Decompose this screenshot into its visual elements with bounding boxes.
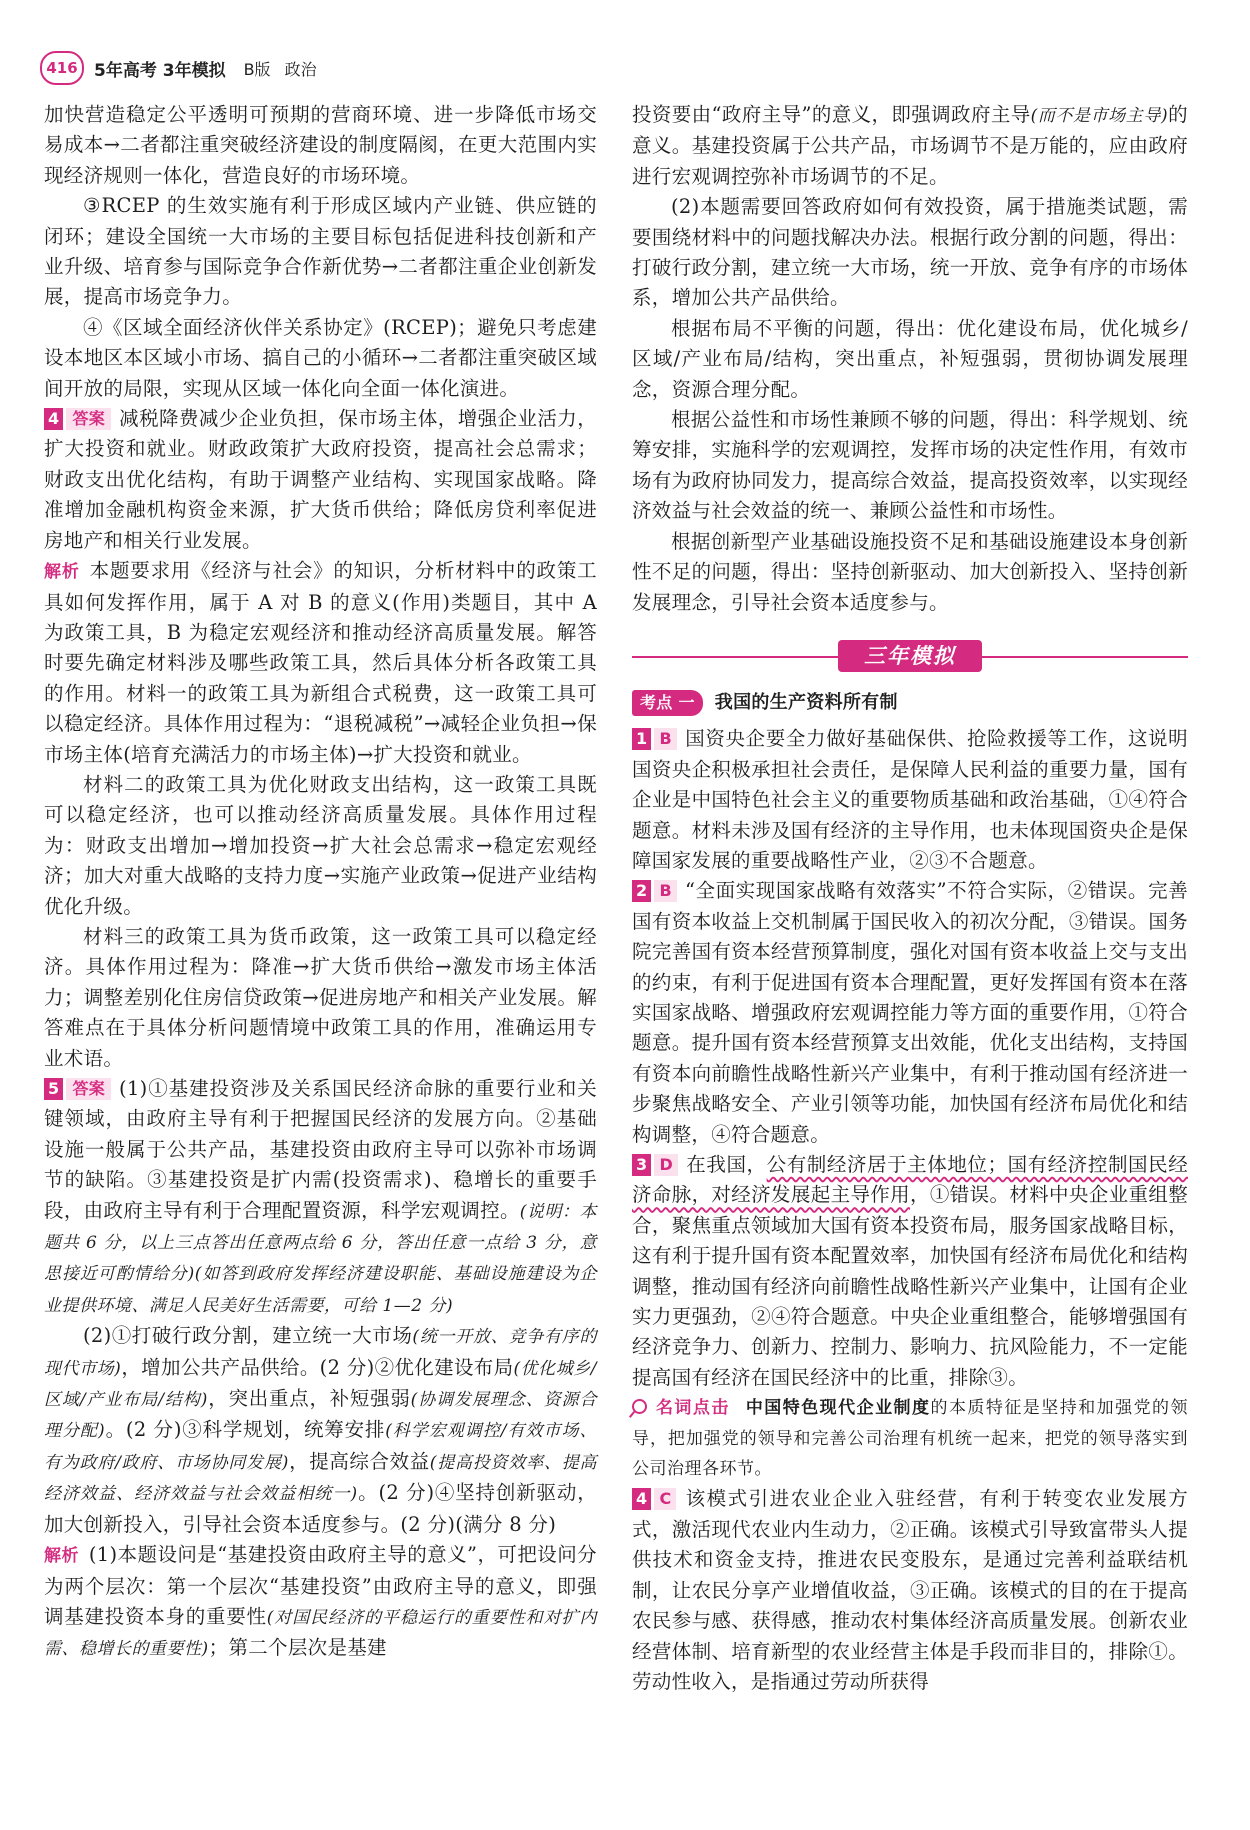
- question-number: 1: [632, 728, 651, 750]
- answer-note: (提高投资效率、提高经济效益、经济效益与社会效益相统一): [44, 1452, 597, 1505]
- question-number: 4: [44, 408, 63, 430]
- analysis-text: 本题要求用《经济与社会》的知识，分析材料中的政策工具如何发挥作用，属于 A 对 B 的意义(作用)类题目，其中 A 为政策工具，B 为稳定宏观经济和推动经济高质量发展。解答时要先确定材料涉及哪些政策工具，然后具体分析各政策工具的作用。材料一的政策工具为新组合式税费，这一政策工具可以稳定经济。具体作用过程为：“退税减税”→减轻企业负担→保市场主体(培育充满活力的市场主体)→扩大投资和就业。: [44, 559, 597, 766]
- paragraph: [632, 100, 1188, 192]
- solution-text: “全面实现国家战略有效落实”不符合实际，②错误。完善国有资本收益上交机制属于国民收入的初次分配，③错误。国务院完善国有资本经营预算制度，强化对国有资本收益上交与支出的约束，有利于促进国有资本合理配置，更好发挥国有资本在落实国家战略、增强政府宏观调控能力等方面的重要作用，①符合题意。提升国有资本经营预算支出效能，优化支出结构，支持国有资本向前瞻性战略性新兴产业集中，有利于推动国有经济进一步聚焦战略安全、产业引领等功能，加快国有经济布局优化和结构调整，④符合题意。: [632, 879, 1188, 1146]
- answer-text: 减税降费减少企业负担，保市场主体，增强企业活力，扩大投资和就业。财政政策扩大政府投资，提高社会总需求；财政支出优化结构，有助于调整产业结构、实现国家战略。降准增加金融机构资金来源，扩大货币供给；降低房贷利率促进房地产和相关行业发展。: [44, 407, 597, 552]
- q1-solution: [632, 724, 1188, 876]
- answer-text: (1)①基建投资涉及关系国民经济命脉的重要行业和关键领域，由政府主导有利于把握国民经济的发展方向。②基础设施一般属于公共产品，基建投资由政府主导可以弥补市场调节的缺陷。③基建投资是扩内需(投资需求)、稳增长的重要手段，由政府主导有利于合理配置资源，科学宏观调控。: [44, 1077, 597, 1222]
- score-note: (说明：本题共 6 分，以上三点答出任意两点给 6 分，答出任意一点给 3 分，意思接近可酌情给分)(如答到政府发挥经济建设职能、基础设施建设为企业提供环境、满足人民美好生活需要，可给 1—2 分): [44, 1201, 597, 1316]
- q4-analysis: [44, 556, 597, 770]
- kaodian-label: 考点: [640, 693, 673, 713]
- answer-text: ，增加公共产品供给。(2 分)②优化建设布局: [121, 1355, 514, 1379]
- book-title: 5年高考 3年模拟: [94, 60, 226, 81]
- answer-choice: B: [654, 728, 677, 750]
- glossary-term: 中国特色现代企业制度: [745, 1398, 931, 1419]
- answer-choice: B: [654, 880, 677, 902]
- q3-solution: [632, 1150, 1188, 1393]
- glossary-text: 的本质特征是坚持和加强党的领导，把加强党的领导和完善公司治理有机统一起来，把党的领导落实到公司治理各环节。: [632, 1398, 1189, 1480]
- kaodian-heading: [632, 688, 1188, 718]
- question-number: 2: [632, 880, 651, 902]
- analysis-note: (对国民经济的平稳运行的重要性和对扩内需、稳增长的重要性): [44, 1607, 597, 1660]
- answer-text: 。(2 分)④坚持创新驱动，加大创新投入，引导社会资本适度参与。(2 分)(满分 8 分): [44, 1481, 597, 1536]
- q4-solution: [632, 1484, 1188, 1697]
- page-header: [40, 48, 317, 88]
- question-number: 3: [632, 1154, 651, 1176]
- answer-choice: D: [654, 1154, 678, 1176]
- book-edition: B版: [243, 59, 271, 79]
- note: (而不是市场主导): [1030, 106, 1169, 126]
- paragraph: (2)本题需要回答政府如何有效投资，属于措施类试题，需要围绕材料中的问题找解决办法。根据行政分割的问题，得出：打破行政分割，建立统一大市场，统一开放、竞争有序的市场体系，增加公共产品供给。: [632, 195, 1188, 310]
- paragraph: 根据创新型产业基础设施投资不足和基础设施建设本身创新性不足的问题，得出：坚持创新驱动、加大创新投入、坚持创新发展理念，引导社会资本适度参与。: [632, 529, 1188, 614]
- section-banner: [632, 640, 1188, 674]
- paragraph: 根据公益性和市场性兼顾不够的问题，得出：科学规划、统筹安排，实施科学的宏观调控，发挥市场的决定性作用，有效市场有为政府协同发力，提高综合效益，提高投资效率，以实现经济效益与社会效益的统一、兼顾公益性和市场性。: [632, 408, 1188, 523]
- q5-answer-part2: [44, 1321, 597, 1540]
- solution-text: 该模式引进农业企业入驻经营，有利于转变农业发展方式，激活现代农业内生动力，②正确。该模式引导致富带头人提供技术和资金支持，推进农民变股东，是通过完善利益联结机制，让农民分享产业增值收益，③正确。该模式的目的在于提高农民参与感、获得感，推动农村集体经济高质量发展。创新农业经营体制、培育新型的农业经营主体是手段而非目的，排除①。劳动性收入，是指通过劳动所获得: [632, 1487, 1188, 1693]
- underlined-text: 公有制经济居于主体地位；国有经济控制国民经济命脉，对经济发展起主导作用: [632, 1153, 1188, 1207]
- paragraph: ④《区域全面经济伙伴关系协定》(RCEP)；避免只考虑建设本地区本区域小市场、搞自己的小循环→二者都注重突破区域间开放的局限，实现从区域一体化向全面一体化演进。: [44, 315, 597, 400]
- answer-label: 答案: [66, 408, 111, 430]
- answer-choice: C: [654, 1488, 676, 1510]
- right-column: [632, 100, 1188, 1697]
- page-number: 416: [40, 51, 84, 85]
- paragraph: 材料三的政策工具为货币政策，这一政策工具可以稳定经济。具体作用过程为：降准→扩大货币供给→激发市场主体活力；调整差别化住房信贷政策→促进房地产和相关产业发展。解答难点在于具体分析问题情境中政策工具的作用，准确运用专业术语。: [44, 924, 597, 1070]
- answer-note: (统一开放、竞争有序的现代市场): [44, 1327, 597, 1379]
- analysis-label: 解析: [44, 562, 80, 583]
- answer-note: (科学宏观调控/有效市场、有为政府/政府、市场协同发展): [44, 1421, 597, 1473]
- analysis-label: 解析: [44, 1546, 79, 1567]
- answer-text: (2)①打破行政分割，建立统一大市场: [83, 1324, 413, 1348]
- question-number: 5: [44, 1078, 63, 1100]
- kaodian-number: 一: [678, 693, 695, 713]
- glossary-title: 名词点击: [655, 1398, 730, 1419]
- question-number: 4: [632, 1488, 651, 1510]
- q2-solution: [632, 876, 1188, 1150]
- banner-title: 三年模拟: [838, 640, 982, 672]
- q5-analysis: [44, 1540, 597, 1665]
- solution-text: 国资央企要全力做好基础保供、抢险救援等工作，这说明国资央企积极承担社会责任，是保障人民利益的重要力量，国有企业是中国特色社会主义的重要物质基础和政治基础，①④符合题意。材料未涉及国有经济的主导作用，也未体现国资央企是保障国家发展的重要战略性产业，②③不合题意。: [632, 727, 1188, 872]
- solution-text: ，①错误。材料中央企业重组整合，聚焦重点领域加大国有资本投资布局，服务国家战略目标，这有利于提升国有资本配置效率，加快国有经济布局优化和结构调整，推动国有经济向前瞻性战略性新兴产业集中，让国有企业实力更强劲，②④符合题意。中央企业重组整合，能够增强国有经济竞争力、创新力、控制力、影响力、抗风险能力，不一定能提高国有经济在国民经济中的比重，排除③。: [632, 1183, 1188, 1389]
- analysis-text: ；第二个层次是基建: [208, 1636, 387, 1660]
- kaodian-title: 我国的生产资料所有制: [714, 691, 898, 713]
- q5-answer: [44, 1074, 597, 1321]
- paragraph: 材料二的政策工具为优化财政支出结构，这一政策工具既可以稳定经济，也可以推动经济高质量发展。具体作用过程为：财政支出增加→增加投资→扩大社会总需求→稳定宏观经济；加大对重大战略的支持力度→实施产业政策→促进产业结构优化升级。: [44, 772, 597, 918]
- answer-label: 答案: [66, 1078, 111, 1100]
- q4-answer: [44, 404, 597, 556]
- text: 的意义。基建投资属于公共产品，市场调节不是万能的，应由政府进行宏观调控弥补市场调节的不足。: [632, 103, 1188, 188]
- answer-note: (优化城乡/区域/产业布局/结构): [44, 1358, 597, 1411]
- text: 投资要由“政府主导”的意义，即强调政府主导: [632, 103, 1031, 126]
- kaodian-badge: [632, 690, 703, 716]
- paragraph: ③RCEP 的生效实施有利于形成区域内产业链、供应链的闭环；建设全国统一大市场的主要目标包括促进科技创新和产业升级、培育参与国际竞争合作新优势→二者都注重企业创新发展，提高市场竞争力。: [44, 194, 597, 309]
- answer-text: ，提高综合效益: [288, 1449, 430, 1473]
- paragraph: 根据布局不平衡的问题，得出：优化建设布局，优化城乡/区域/产业布局/结构，突出重点，补短强弱，贯彻协调发展理念，资源合理分配。: [632, 316, 1188, 401]
- solution-text: 在我国，: [686, 1153, 767, 1176]
- paragraph: 加快营造稳定公平透明可预期的营商环境、进一步降低市场交易成本→二者都注重突破经济建设的制度隔阂，在更大范围内实现经济规则一体化，营造良好的市场环境。: [44, 103, 597, 187]
- analysis-text: (1)本题设问是“基建投资由政府主导的意义”，可把设问分为两个层次：第一个层次“基建投资”由政府主导的意义，即强调基建投资本身的重要性: [44, 1543, 597, 1628]
- answer-text: 。(2 分)③科学规划，统筹安排: [105, 1418, 386, 1442]
- answer-note: (协调发展理念、资源合理分配): [44, 1390, 597, 1442]
- left-column: [44, 100, 597, 1665]
- answer-text: ，突出重点，补短强弱: [207, 1387, 411, 1411]
- glossary-note: [632, 1393, 1188, 1484]
- book-subject: 政治: [284, 59, 317, 79]
- search-icon: [632, 1399, 647, 1414]
